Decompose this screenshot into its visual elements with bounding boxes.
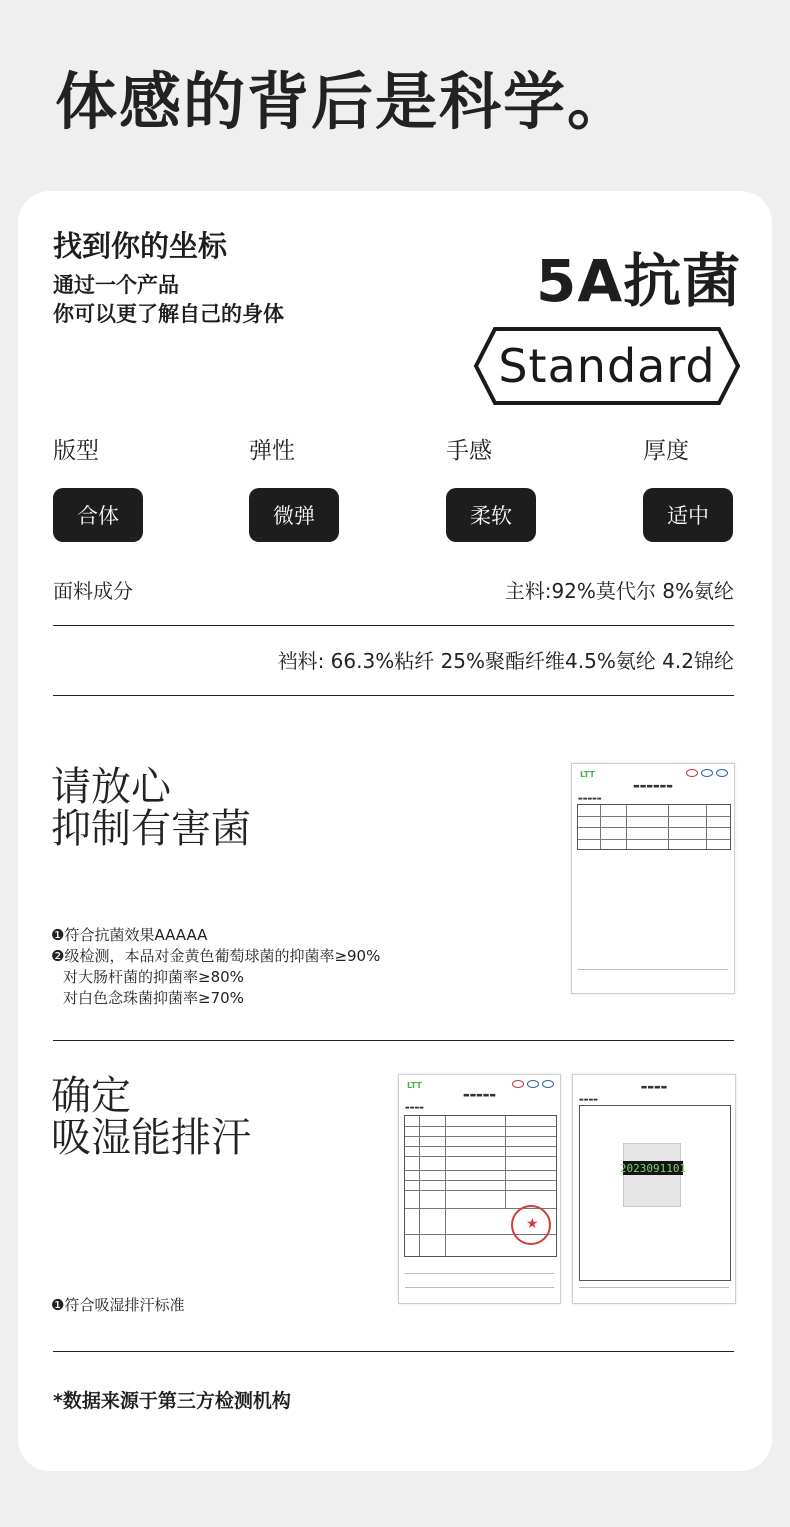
standard-label: Standard (498, 339, 716, 393)
divider (53, 1351, 734, 1352)
intro-line-1: 通过一个产品 (53, 273, 179, 297)
page-title-lines-icon: ▬▬▬▬ (640, 1083, 668, 1091)
sample-photo-page-image (572, 1074, 736, 1304)
intro-title: 找到你的坐标 (53, 229, 228, 263)
report-table (577, 804, 731, 850)
fabric-sample-photo (619, 1143, 687, 1207)
fabric-label: 面料成分 (53, 579, 133, 603)
lab-logo-icon: LTT (580, 770, 595, 779)
certification-marks-icon (686, 769, 728, 777)
report-number-lines-icon: ▬▬▬▬ (405, 1105, 424, 1111)
antibacterial-test-report-image (571, 763, 735, 994)
report-signature-line (405, 1273, 554, 1274)
red-seal-stamp (511, 1205, 551, 1245)
bullet-item: ❶符合吸湿排汗标准 (51, 1296, 185, 1314)
fabric-lining: 裆料: 66.3%粘纤 25%聚酯纤维4.5%氨纶 4.2锦纶 (277, 649, 734, 673)
moisture-test-report-image (398, 1074, 561, 1304)
attribute-thickness (643, 436, 783, 542)
attribute-elasticity (249, 436, 389, 542)
intro-line-2: 你可以更了解自己的身体 (53, 302, 284, 326)
moisture-title-2: 吸湿能排汗 (51, 1115, 251, 1161)
attribute-value-pill: 柔软 (446, 488, 536, 542)
attribute-value-pill: 适中 (643, 488, 733, 542)
attribute-value-pill: 合体 (53, 488, 143, 542)
info-card (18, 191, 772, 1471)
moisture-title-1: 确定 (51, 1073, 131, 1119)
page-heading: 体感的背后是科学。 (55, 65, 632, 138)
antibacterial-bullets (51, 925, 380, 1009)
bullet-item: ❷级检测，本品对金黄色葡萄球菌的抑菌率≥90% (51, 947, 381, 965)
report-title-lines-icon: ▬▬▬▬▬ (462, 1091, 497, 1099)
certification-marks-icon (512, 1080, 554, 1088)
bullet-item: ❶符合抗菌效果AAAAA (51, 926, 208, 944)
attribute-label: 手感 (446, 438, 492, 464)
report-footer-line (579, 1287, 729, 1288)
star-icon: ★ (526, 1216, 539, 1232)
bullet-item: 对白色念珠菌抑菌率≥70% (63, 989, 244, 1007)
report-footer-line (578, 969, 728, 970)
moisture-bullets (51, 1295, 184, 1316)
attribute-label: 弹性 (249, 438, 295, 464)
attribute-fit (53, 436, 193, 542)
divider (53, 1040, 734, 1041)
lab-logo-icon: LTT (407, 1081, 422, 1090)
report-footer-line (405, 1287, 554, 1288)
divider (53, 625, 734, 626)
antibacterial-title-1: 请放心 (51, 764, 171, 810)
report-number-lines-icon: ▬▬▬▬ (579, 1097, 598, 1103)
divider (53, 695, 734, 696)
sample-tag-label: 2023091101 (619, 1161, 687, 1175)
attribute-feel (446, 436, 586, 542)
report-number-lines-icon: ▬▬▬▬▬ (578, 796, 602, 802)
standard-badge (473, 326, 741, 406)
antibacterial-grade: 5A抗菌 (536, 247, 742, 315)
bullet-item: 对大肠杆菌的抑菌率≥80% (63, 968, 244, 986)
attribute-value-pill: 微弹 (249, 488, 339, 542)
attribute-label: 厚度 (643, 438, 689, 464)
footnote-source: *数据来源于第三方检测机构 (53, 1390, 291, 1412)
attribute-label: 版型 (53, 438, 99, 464)
fabric-main: 主料:92%莫代尔 8%氨纶 (504, 579, 734, 603)
antibacterial-title-2: 抑制有害菌 (51, 806, 251, 852)
report-title-lines-icon: ▬▬▬▬▬▬ (633, 782, 673, 790)
